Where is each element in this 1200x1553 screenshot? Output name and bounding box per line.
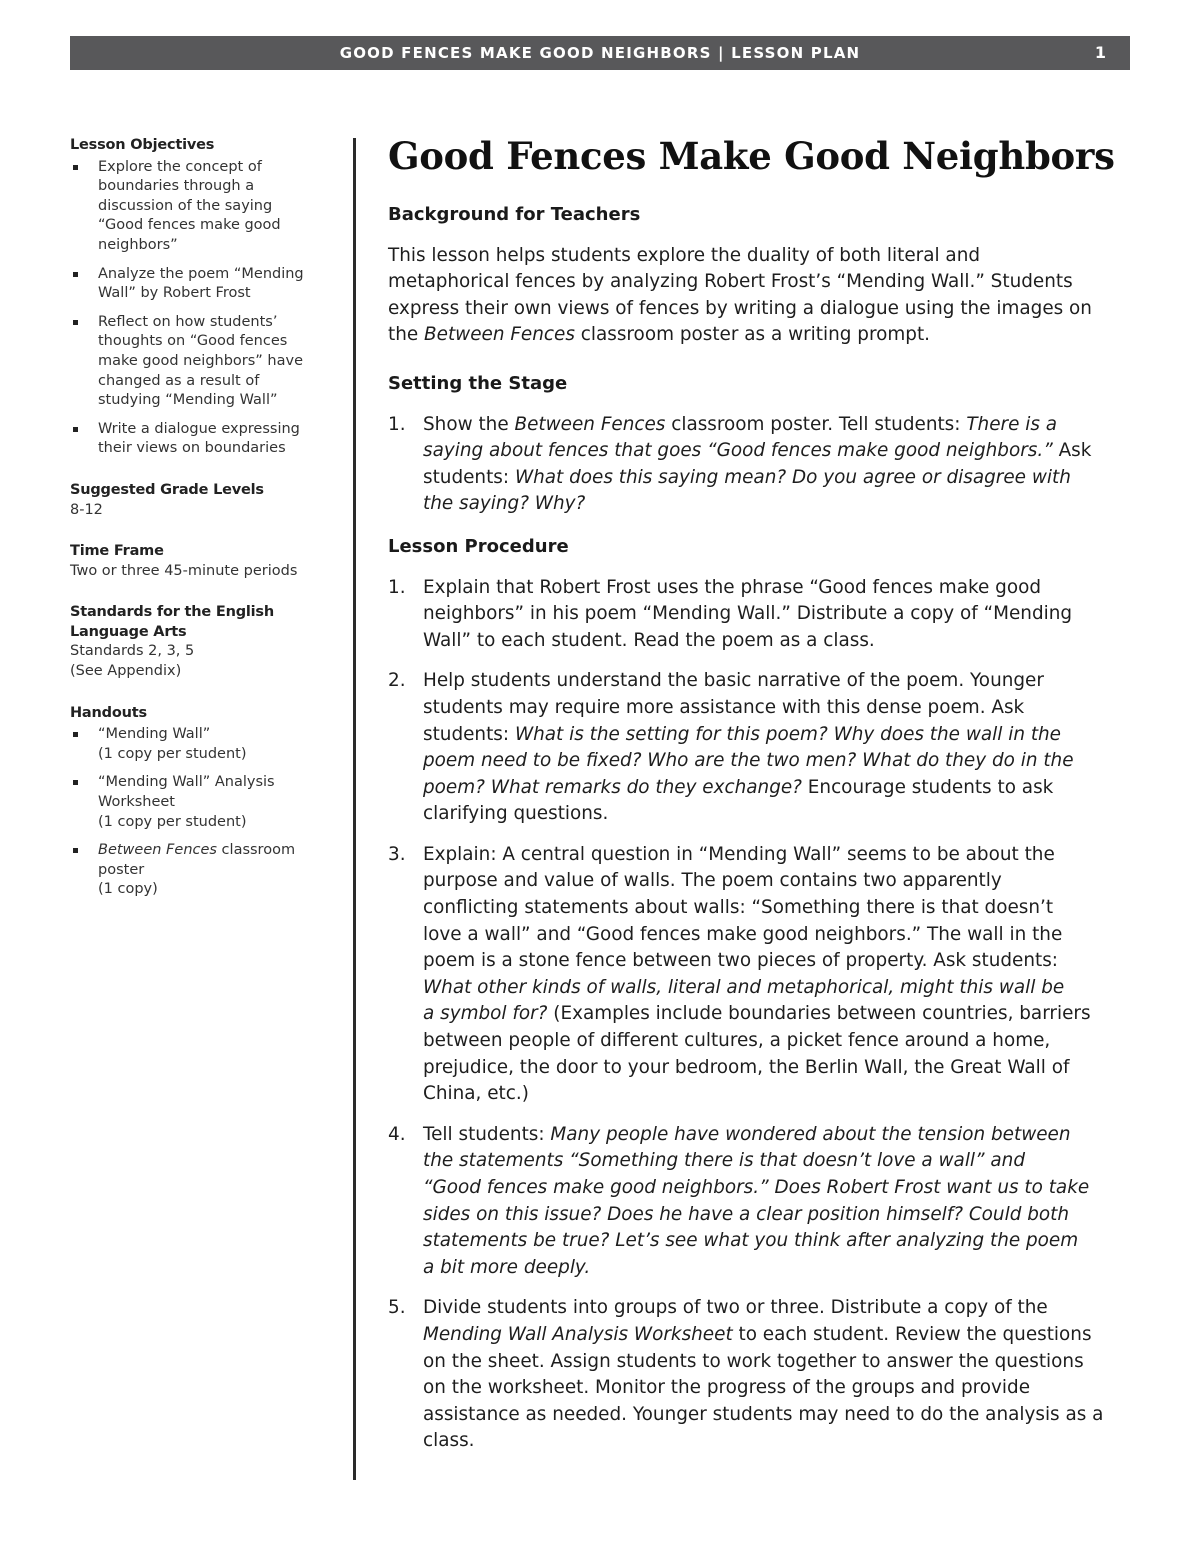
background-heading: Background for Teachers bbox=[388, 204, 641, 225]
objective-line: make good neighbors” have bbox=[98, 352, 304, 369]
grade-levels-section bbox=[70, 481, 340, 520]
objective-line: Analyze the poem “Mending bbox=[98, 265, 304, 282]
text-run: sides on this issue? Does he have a clear position himself? Could both bbox=[423, 1203, 1070, 1225]
text-line bbox=[423, 1322, 1130, 1349]
text-line: China, etc.) bbox=[423, 1083, 529, 1105]
text-run: What other kinds of walls, literal and metaphorical, might this wall be bbox=[423, 976, 1065, 998]
handouts-heading: Handouts bbox=[70, 704, 147, 721]
step-item bbox=[388, 412, 1130, 518]
text-line: class. bbox=[423, 1430, 475, 1452]
text-line bbox=[423, 1202, 1130, 1229]
setting-heading: Setting the Stage bbox=[388, 372, 568, 394]
time-frame-section bbox=[70, 542, 340, 581]
objective-item bbox=[70, 420, 340, 459]
text-run: Many people have wondered about the tension between bbox=[550, 1123, 1071, 1145]
text-run: classroom poster. Tell students: bbox=[665, 413, 967, 435]
step-number: 1. bbox=[388, 413, 406, 435]
text-line: poem is a stone fence between two pieces of property. Ask students: bbox=[423, 950, 1059, 972]
text-run: What is the setting for this poem? Why does the wall in the bbox=[514, 723, 1061, 745]
text-run: to each student. Review the questions bbox=[732, 1323, 1092, 1345]
objective-line: discussion of the saying bbox=[98, 197, 273, 214]
objective-line: thoughts on “Good fences bbox=[98, 333, 288, 350]
text-line bbox=[423, 1255, 1130, 1282]
text-line: This lesson helps students explore the duality of both literal and bbox=[388, 244, 981, 266]
objectives-section bbox=[70, 136, 340, 459]
objective-item bbox=[70, 265, 340, 304]
handout-line bbox=[98, 841, 340, 861]
text-run: a bit more deeply. bbox=[423, 1256, 591, 1278]
objectives-heading: Lesson Objectives bbox=[70, 137, 215, 153]
step-number: 1. bbox=[388, 576, 406, 598]
text-run: Show the bbox=[423, 413, 515, 435]
sidebar bbox=[70, 136, 340, 922]
procedure-steps bbox=[388, 575, 1130, 1455]
text-run: Ask bbox=[1052, 440, 1092, 462]
text-line: Divide students into groups of two or three. Distribute a copy of the bbox=[423, 1297, 1048, 1319]
objective-item bbox=[70, 313, 340, 411]
text-run: (Examples include boundaries between countries, barriers bbox=[547, 1003, 1091, 1025]
step-number: 3. bbox=[388, 843, 406, 865]
handout-line: “Mending Wall” Analysis bbox=[98, 774, 275, 791]
text-line: on the sheet. Assign students to work together to answer the questions bbox=[423, 1350, 1084, 1372]
handout-line: poster bbox=[98, 861, 145, 878]
step-item bbox=[388, 842, 1130, 1108]
text-line: metaphorical fences by analyzing Robert Frost’s “Mending Wall.” Students bbox=[388, 271, 1073, 293]
text-line: love a wall” and “Good fences make good neighbors.” The wall in the bbox=[423, 923, 1063, 945]
handouts-section bbox=[70, 704, 340, 900]
poster-title: Between Fences bbox=[424, 324, 575, 346]
text-run: the bbox=[388, 324, 425, 346]
text-line: students may require more assistance with this dense poem. Ask bbox=[423, 696, 1025, 718]
text-line: purpose and value of walls. The poem contains two apparently bbox=[423, 870, 1002, 892]
handout-item bbox=[70, 773, 340, 832]
page-title: Good Fences Make Good Neighbors bbox=[388, 134, 1115, 178]
text-line bbox=[423, 1001, 1130, 1028]
page-number: 1 bbox=[1094, 43, 1106, 62]
text-run: the saying? Why? bbox=[423, 493, 586, 515]
text-line bbox=[423, 465, 1130, 492]
objective-line: Explore the concept of bbox=[98, 158, 262, 175]
text-run: statements be true? Let’s see what you think after analyzing the poem bbox=[423, 1230, 1079, 1252]
main-content bbox=[388, 132, 1130, 1471]
text-line bbox=[423, 1148, 1130, 1175]
background-paragraph bbox=[388, 243, 1130, 349]
handout-text: classroom bbox=[216, 842, 296, 859]
text-run: Encourage students to ask bbox=[801, 776, 1054, 798]
text-line bbox=[388, 322, 1130, 349]
header-bar bbox=[70, 36, 1130, 70]
objective-line: studying “Mending Wall” bbox=[98, 392, 278, 409]
objective-line: changed as a result of bbox=[98, 372, 260, 389]
step-item bbox=[388, 1295, 1130, 1455]
text-line bbox=[423, 748, 1130, 775]
text-line bbox=[423, 412, 1130, 439]
step-item bbox=[388, 1122, 1130, 1282]
text-line: Wall” to each student. Read the poem as a class. bbox=[423, 629, 875, 651]
standards-section bbox=[70, 603, 340, 681]
handout-line: Worksheet bbox=[98, 794, 175, 811]
standards-value: Standards 2, 3, 5 bbox=[70, 643, 195, 660]
handout-title: Between Fences bbox=[98, 842, 217, 859]
handout-item bbox=[70, 725, 340, 764]
text-line: Explain that Robert Frost uses the phrase “Good fences make good bbox=[423, 576, 1041, 598]
grade-levels-value: 8-12 bbox=[70, 501, 103, 518]
header-title: GOOD FENCES MAKE GOOD NEIGHBORS | LESSON PLAN bbox=[339, 44, 861, 62]
handout-line: “Mending Wall” bbox=[98, 726, 211, 743]
objective-item bbox=[70, 158, 340, 256]
text-run: poem need to be fixed? Who are the two men? What do they do in the bbox=[423, 750, 1074, 772]
text-line: conflicting statements about walls: “Something there is that doesn’t bbox=[423, 897, 1054, 919]
handout-line: (1 copy per student) bbox=[98, 813, 247, 830]
objective-line: Wall” by Robert Frost bbox=[98, 285, 251, 302]
text-line bbox=[423, 975, 1130, 1002]
poster-title: Between Fences bbox=[514, 413, 666, 435]
standards-heading-line: Standards for the English bbox=[70, 604, 274, 621]
text-run: poem? What remarks do they exchange? bbox=[423, 776, 802, 798]
procedure-heading: Lesson Procedure bbox=[388, 535, 569, 557]
text-run: classroom poster as a writing prompt. bbox=[574, 324, 931, 346]
text-line: Explain: A central question in “Mending Wall” seems to be about the bbox=[423, 843, 1055, 865]
step-number: 5. bbox=[388, 1297, 406, 1319]
text-line: on the worksheet. Monitor the progress of the groups and provide bbox=[423, 1377, 1031, 1399]
text-line bbox=[423, 491, 1130, 518]
time-frame-value: Two or three 45-minute periods bbox=[70, 562, 298, 579]
step-item bbox=[388, 668, 1130, 828]
text-line bbox=[423, 1228, 1130, 1255]
text-run: students: bbox=[423, 466, 515, 488]
text-run: “Good fences make good neighbors.” Does Robert Frost want us to take bbox=[423, 1177, 1090, 1198]
handout-line: (1 copy per student) bbox=[98, 745, 247, 762]
step-item bbox=[388, 575, 1130, 655]
text-run: Tell students: bbox=[423, 1123, 551, 1145]
text-run: a symbol for? bbox=[423, 1003, 548, 1025]
objective-line: Write a dialogue expressing bbox=[98, 420, 300, 437]
objective-line: Reflect on how students’ bbox=[98, 313, 278, 330]
step-number: 2. bbox=[388, 670, 406, 692]
text-line bbox=[423, 1175, 1130, 1202]
objective-line: neighbors” bbox=[98, 236, 178, 253]
handout-line: (1 copy) bbox=[98, 881, 158, 898]
objective-line: boundaries through a bbox=[98, 178, 255, 195]
text-run: There is a bbox=[966, 413, 1058, 435]
standards-note: (See Appendix) bbox=[70, 663, 182, 680]
text-line: neighbors” in his poem “Mending Wall.” Distribute a copy of “Mending bbox=[423, 603, 1073, 625]
grade-levels-heading: Suggested Grade Levels bbox=[70, 481, 264, 498]
handouts-list bbox=[70, 725, 340, 900]
worksheet-title: Mending Wall Analysis Worksheet bbox=[423, 1323, 733, 1345]
text-line bbox=[423, 775, 1130, 802]
objectives-list bbox=[70, 158, 340, 459]
text-line: Help students understand the basic narrative of the poem. Younger bbox=[423, 670, 1044, 692]
text-line: assistance as needed. Younger students may need to do the analysis as a bbox=[423, 1403, 1104, 1425]
step-number: 4. bbox=[388, 1123, 406, 1145]
objective-line: “Good fences make good bbox=[98, 217, 281, 234]
handout-item bbox=[70, 841, 340, 900]
text-line bbox=[423, 722, 1130, 749]
text-run: the statements “Something there is that doesn’t love a wall” and bbox=[423, 1150, 1026, 1172]
text-line: between people of different cultures, a picket fence around a home, bbox=[423, 1030, 1051, 1052]
time-frame-heading: Time Frame bbox=[70, 543, 164, 560]
text-line bbox=[423, 1122, 1130, 1149]
text-line bbox=[423, 438, 1130, 465]
text-run: students: bbox=[423, 723, 515, 745]
text-line: express their own views of fences by writing a dialogue using the images on bbox=[388, 297, 1092, 319]
text-run: What does this saying mean? Do you agree or disagree with bbox=[514, 466, 1071, 488]
column-divider bbox=[353, 138, 356, 1480]
text-run: saying about fences that goes “Good fences make good neighbors.” bbox=[423, 440, 1053, 462]
setting-steps bbox=[388, 412, 1130, 518]
standards-heading-line: Language Arts bbox=[70, 623, 187, 640]
objective-line: their views on boundaries bbox=[98, 440, 286, 457]
text-line: prejudice, the door to your bedroom, the Berlin Wall, the Great Wall of bbox=[423, 1056, 1070, 1078]
text-line: clarifying questions. bbox=[423, 803, 609, 825]
